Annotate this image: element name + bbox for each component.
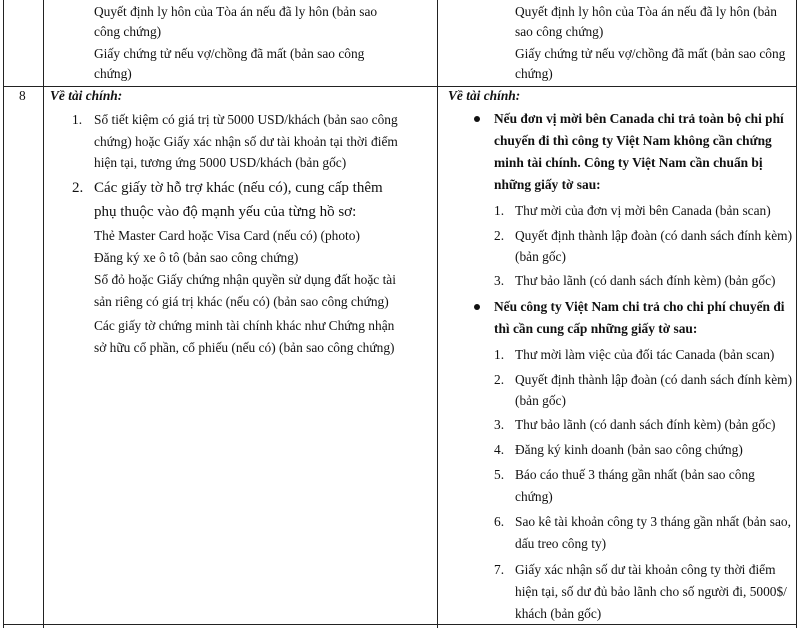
table-border-bottom	[3, 624, 797, 625]
left-item-line: Các giấy tờ hỗ trợ khác (nếu có), cung cấp thêm	[94, 180, 383, 196]
row7-right-line: Quyết định ly hôn của Tòa án nếu đã ly hôn (bản	[515, 4, 777, 19]
row7-right-line: chứng)	[515, 66, 553, 81]
left-plain-line: sở hữu cổ phần, cổ phiếu (nếu có) (bản sao công chứng)	[94, 340, 395, 355]
list2-line: hiện tại, số dư đủ bảo lãnh cho số người đi, 5000$/	[515, 584, 787, 599]
table-border-left	[3, 0, 4, 628]
list1-line: Quyết định thành lập đoàn (có danh sách đính kèm)	[515, 228, 793, 243]
row7-left-line: công chứng)	[94, 24, 162, 39]
left-item-line: hiện tại, tương ứng 5000 USD/khách (bản gốc)	[94, 155, 347, 170]
list2-line: Báo cáo thuế 3 tháng gần nhất (bản sao công	[515, 467, 755, 482]
bullet1-line: chuyến đi thì công ty Việt Nam không cần chứng	[494, 133, 772, 148]
list2-number: 2.	[494, 372, 505, 387]
table-divider-number	[43, 0, 44, 628]
row-separator	[3, 86, 797, 87]
row7-left-line: Quyết định ly hôn của Tòa án nếu đã ly hôn (bản sao	[94, 4, 378, 19]
list2-line: Đăng ký kinh doanh (bản sao công chứng)	[515, 442, 743, 457]
left-item-number: 2.	[72, 180, 84, 196]
left-plain-line: Đăng ký xe ô tô (bản sao công chứng)	[94, 250, 299, 265]
list1-line: Thư bảo lãnh (có danh sách đính kèm) (bản gốc)	[515, 273, 776, 288]
list2-line: Thư bảo lãnh (có danh sách đính kèm) (bản gốc)	[515, 417, 776, 432]
list2-line: Thư mời làm việc của đối tác Canada (bản scan)	[515, 347, 775, 362]
left-item-line: chứng) hoặc Giấy xác nhận số dư tài khoản tại thời điểm	[94, 134, 398, 149]
list1-number: 3.	[494, 273, 505, 288]
list2-line: chứng)	[515, 489, 553, 504]
list2-line: Giấy xác nhận số dư tài khoản công ty thời điểm	[515, 562, 776, 577]
table-divider-middle	[437, 0, 438, 628]
left-plain-line: Các giấy tờ chứng minh tài chính khác như Chứng nhận	[94, 318, 395, 333]
list1-number: 2.	[494, 228, 505, 243]
list1-line: (bản gốc)	[515, 249, 566, 264]
row7-left-line: Giấy chứng tử nếu vợ/chồng đã mất (bản sao công	[94, 46, 365, 61]
list2-line: (bản gốc)	[515, 393, 566, 408]
bullet2-line: thì cần cung cấp những giấy tờ sau:	[494, 321, 698, 336]
row7-right-line: Giấy chứng tử nếu vợ/chồng đã mất (bản sao công	[515, 46, 786, 61]
list2-line: khách (bản gốc)	[515, 606, 602, 621]
list2-number: 3.	[494, 417, 505, 432]
bullet1-line: những giấy tờ sau:	[494, 177, 601, 192]
left-plain-line: sản riêng có giá trị khác (nếu có) (bản sao công chứng)	[94, 294, 389, 309]
list1-line: Thư mời của đơn vị mời bên Canada (bản scan)	[515, 203, 771, 218]
list1-number: 1.	[494, 203, 505, 218]
left-item-line: Sổ tiết kiệm có giá trị từ 5000 USD/khách (bản sao công	[94, 112, 398, 127]
table-border-right	[796, 0, 797, 628]
bullet1-line: Nếu đơn vị mời bên Canada chi trả toàn bộ chi phí	[494, 111, 784, 126]
left-plain-line: Thẻ Master Card hoặc Visa Card (nếu có) (photo)	[94, 228, 360, 243]
list2-line: dấu treo công ty)	[515, 536, 607, 551]
row7-left-line: chứng)	[94, 66, 132, 81]
left-item-line: phụ thuộc vào độ mạnh yếu của từng hồ sơ:	[94, 204, 357, 220]
list2-number: 1.	[494, 347, 505, 362]
list2-number: 6.	[494, 514, 505, 529]
right-section-heading: Về tài chính:	[448, 88, 521, 103]
left-plain-line: Sổ đỏ hoặc Giấy chứng nhận quyền sử dụng đất hoặc tài	[94, 272, 396, 287]
list2-number: 7.	[494, 562, 505, 577]
bullet2-line: Nếu công ty Việt Nam chi trả cho chi phí chuyến đi	[494, 299, 785, 314]
list2-line: Sao kê tài khoản công ty 3 tháng gần nhất (bản sao,	[515, 514, 791, 529]
row-number: 8	[19, 88, 26, 103]
row7-right-line: sao công chứng)	[515, 24, 604, 39]
list2-number: 4.	[494, 442, 505, 457]
bullet-icon	[474, 304, 480, 310]
bullet-icon	[474, 116, 480, 122]
left-section-heading: Về tài chính:	[50, 88, 123, 103]
list2-number: 5.	[494, 467, 505, 482]
left-item-number: 1.	[72, 112, 83, 127]
bullet1-line: minh tài chính. Công ty Việt Nam cần chuẩn bị	[494, 155, 763, 170]
list2-line: Quyết định thành lập đoàn (có danh sách đính kèm)	[515, 372, 793, 387]
